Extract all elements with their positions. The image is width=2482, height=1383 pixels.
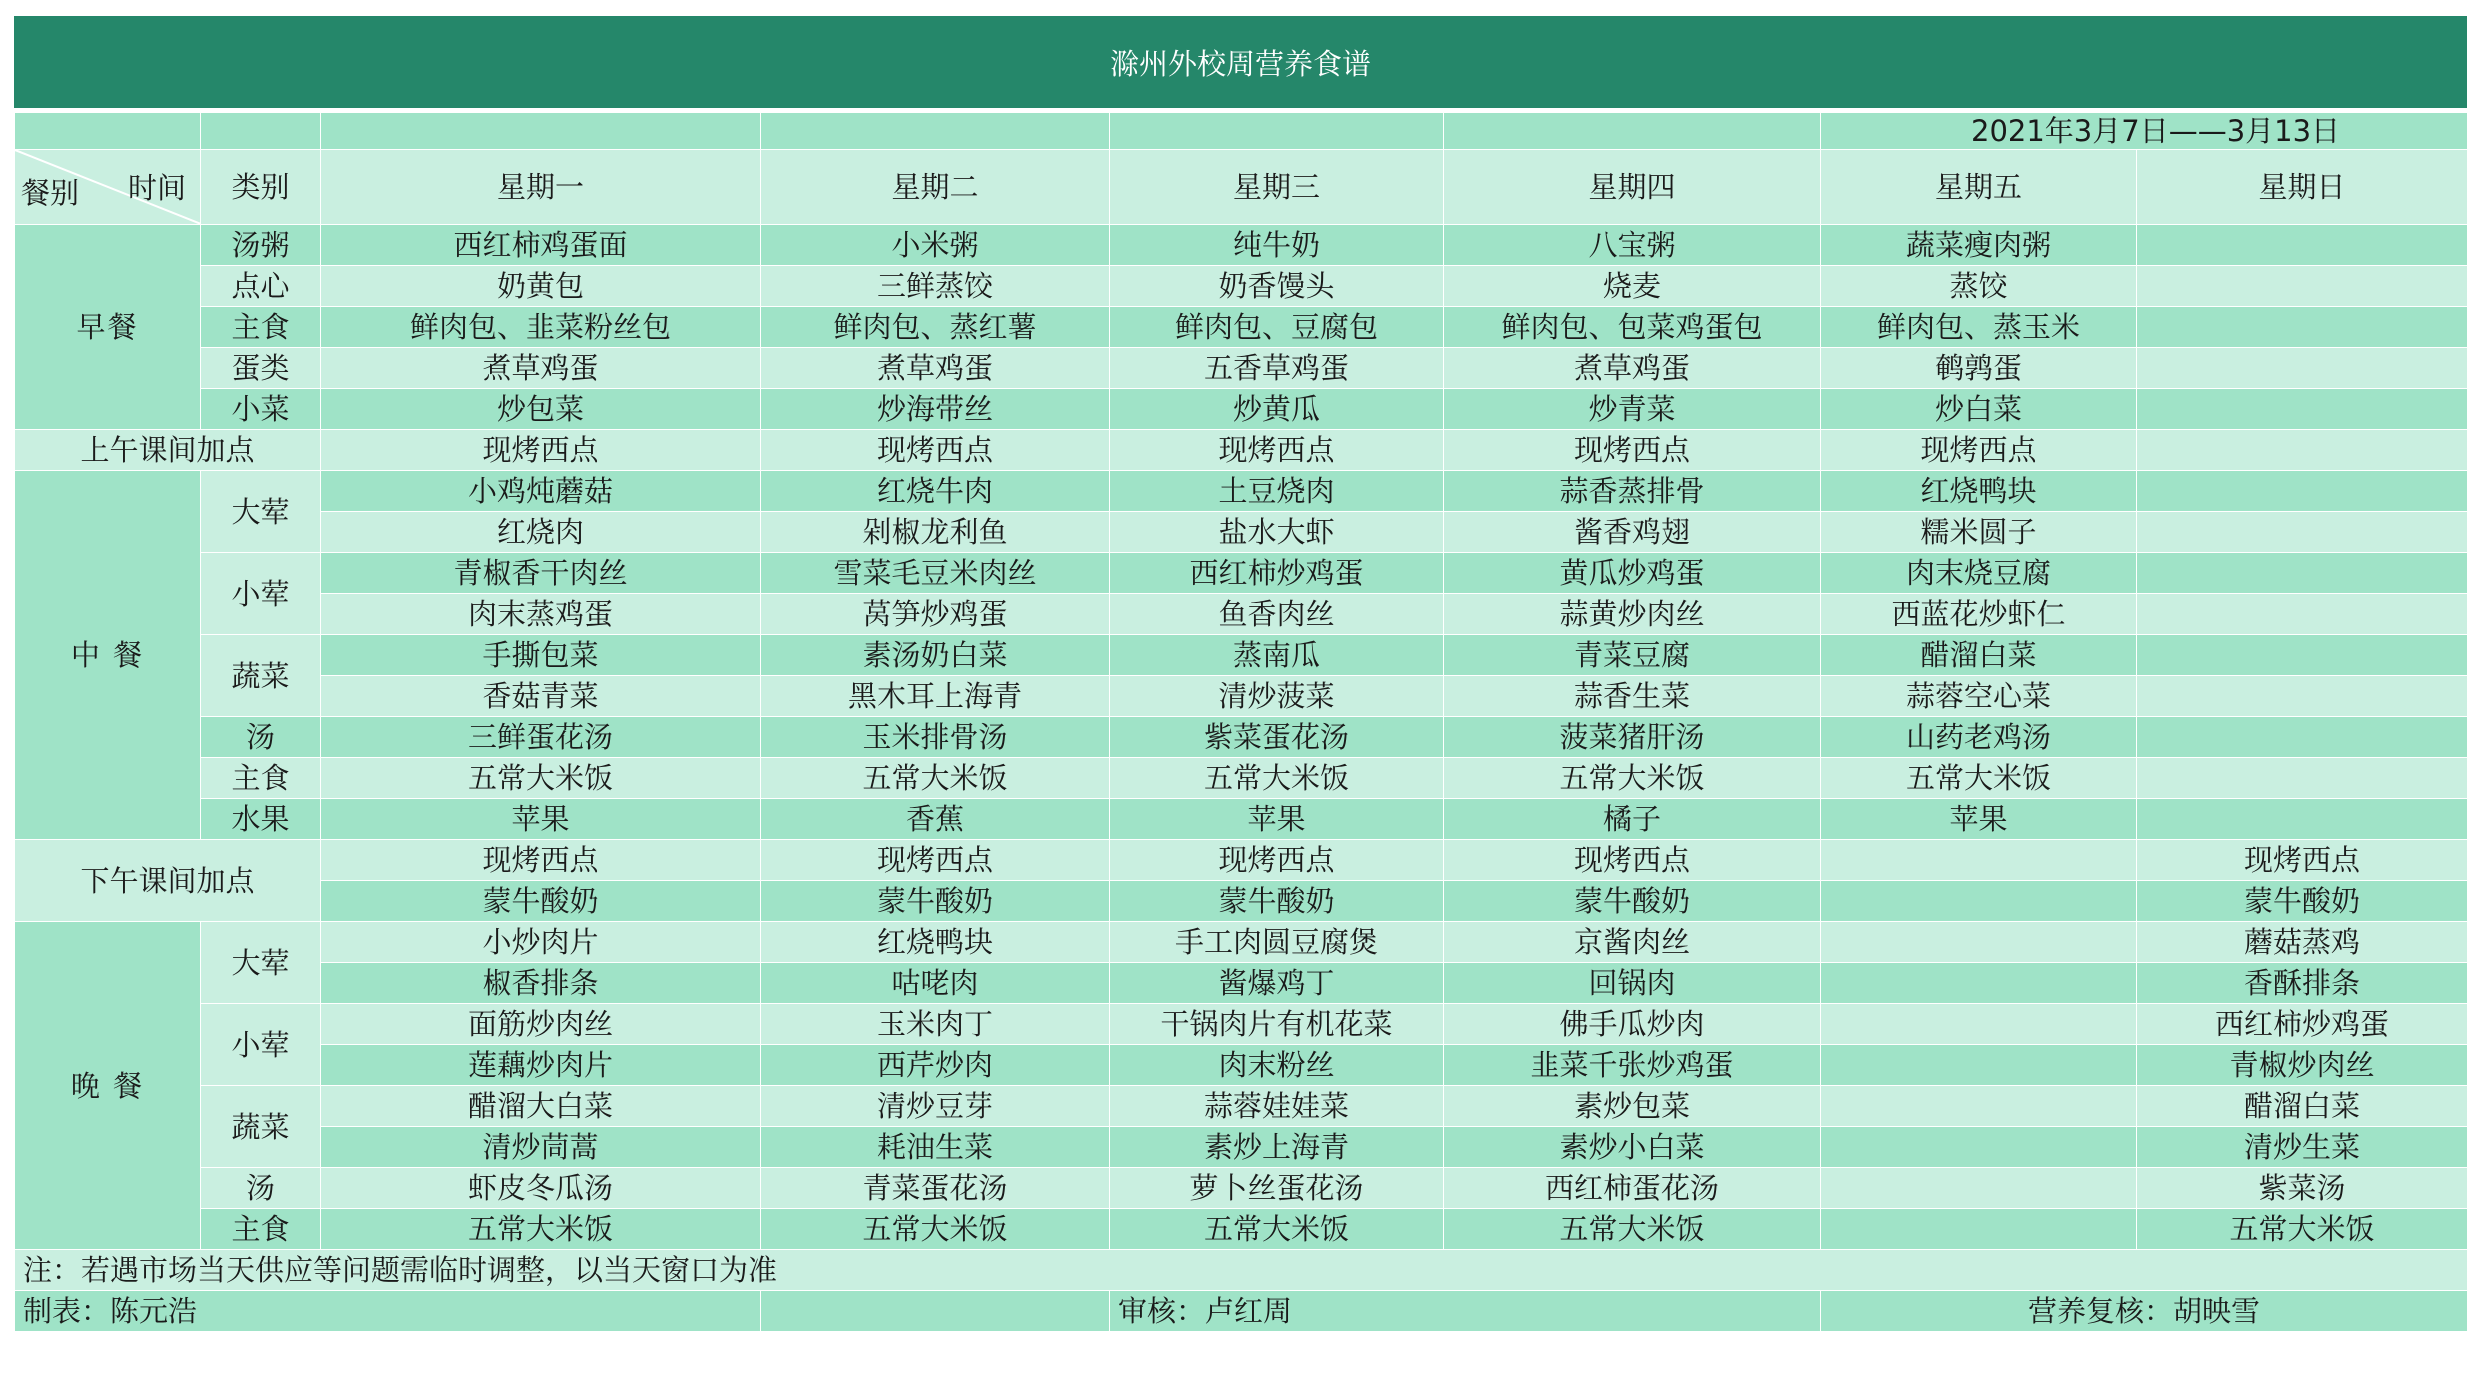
menu-cell: 虾皮冬瓜汤 (321, 1168, 761, 1209)
table-row (15, 1127, 2468, 1168)
menu-cell: 五常大米饭 (1110, 1209, 1444, 1250)
table-row (15, 1250, 2468, 1291)
category-cell: 汤 (201, 1168, 321, 1209)
menu-cell: 清炒菠菜 (1110, 676, 1444, 717)
menu-cell: 苹果 (1821, 799, 2137, 840)
menu-cell: 红烧鸭块 (761, 922, 1110, 963)
menu-cell: 蒜香生菜 (1444, 676, 1821, 717)
menu-cell: 素汤奶白菜 (761, 635, 1110, 676)
menu-cell (2137, 717, 2468, 758)
table-row (15, 348, 2468, 389)
menu-cell (1821, 1209, 2137, 1250)
menu-cell: 五常大米饭 (321, 1209, 761, 1250)
menu-cell: 三鲜蛋花汤 (321, 717, 761, 758)
menu-cell: 三鲜蒸饺 (761, 266, 1110, 307)
menu-cell: 煮草鸡蛋 (321, 348, 761, 389)
table-row (15, 1209, 2468, 1250)
menu-cell (2137, 389, 2468, 430)
meal-morning-snack: 上午课间加点 (15, 430, 321, 471)
menu-cell: 蒙牛酸奶 (2137, 881, 2468, 922)
menu-cell (2137, 512, 2468, 553)
menu-cell: 蘑菇蒸鸡 (2137, 922, 2468, 963)
menu-cell: 莴笋炒鸡蛋 (761, 594, 1110, 635)
menu-cell (2137, 676, 2468, 717)
menu-cell: 清炒豆芽 (761, 1086, 1110, 1127)
menu-cell: 五常大米饭 (321, 758, 761, 799)
menu-cell: 玉米肉丁 (761, 1004, 1110, 1045)
menu-cell: 小炒肉片 (321, 922, 761, 963)
menu-cell: 五常大米饭 (1110, 758, 1444, 799)
menu-cell: 八宝粥 (1444, 225, 1821, 266)
menu-cell: 醋溜白菜 (1821, 635, 2137, 676)
table-row (15, 676, 2468, 717)
meal-label: 餐别 (21, 176, 80, 210)
table-row (15, 594, 2468, 635)
menu-cell: 红烧牛肉 (761, 471, 1110, 512)
menu-cell: 醋溜白菜 (2137, 1086, 2468, 1127)
menu-cell: 五常大米饭 (761, 1209, 1110, 1250)
table-row (15, 553, 2468, 594)
menu-cell: 肉末蒸鸡蛋 (321, 594, 761, 635)
menu-cell: 煮草鸡蛋 (1444, 348, 1821, 389)
menu-cell (1821, 963, 2137, 1004)
menu-cell: 手撕包菜 (321, 635, 761, 676)
category-cell: 小荤 (201, 1004, 321, 1086)
menu-cell: 雪菜毛豆米肉丝 (761, 553, 1110, 594)
table-row (15, 1086, 2468, 1127)
category-cell: 水果 (201, 799, 321, 840)
menu-cell: 青菜豆腐 (1444, 635, 1821, 676)
menu-cell: 萝卜丝蛋花汤 (1110, 1168, 1444, 1209)
menu-cell: 五香草鸡蛋 (1110, 348, 1444, 389)
menu-cell: 鲜肉包、韭菜粉丝包 (321, 307, 761, 348)
menu-cell: 山药老鸡汤 (1821, 717, 2137, 758)
category-cell: 主食 (201, 307, 321, 348)
nutrition-review: 营养复核：胡映雪 (1821, 1291, 2468, 1332)
menu-sheet (14, 16, 2467, 1332)
menu-cell: 苹果 (321, 799, 761, 840)
category-cell: 大荤 (201, 922, 321, 1004)
menu-cell (2137, 307, 2468, 348)
menu-cell (1821, 922, 2137, 963)
category-cell: 点心 (201, 266, 321, 307)
table-row (15, 881, 2468, 922)
menu-cell (1821, 881, 2137, 922)
category-cell: 小菜 (201, 389, 321, 430)
day-header: 星期三 (1110, 150, 1444, 225)
day-header: 星期日 (2137, 150, 2468, 225)
menu-cell: 西芹炒肉 (761, 1045, 1110, 1086)
menu-cell: 菠菜猪肝汤 (1444, 717, 1821, 758)
menu-cell: 西红柿鸡蛋面 (321, 225, 761, 266)
menu-cell: 京酱肉丝 (1444, 922, 1821, 963)
table-row (15, 1004, 2468, 1045)
menu-cell: 黑木耳上海青 (761, 676, 1110, 717)
menu-cell: 佛手瓜炒肉 (1444, 1004, 1821, 1045)
menu-cell: 手工肉圆豆腐煲 (1110, 922, 1444, 963)
table-row (15, 963, 2468, 1004)
category-cell: 蔬菜 (201, 635, 321, 717)
menu-cell: 小鸡炖蘑菇 (321, 471, 761, 512)
menu-cell (1821, 1127, 2137, 1168)
menu-cell: 现烤西点 (1110, 430, 1444, 471)
menu-cell (2137, 594, 2468, 635)
menu-cell: 蒜蓉娃娃菜 (1110, 1086, 1444, 1127)
menu-cell: 现烤西点 (1444, 430, 1821, 471)
category-cell: 蛋类 (201, 348, 321, 389)
table-row (15, 512, 2468, 553)
menu-cell: 鹌鹑蛋 (1821, 348, 2137, 389)
menu-cell: 现烤西点 (2137, 840, 2468, 881)
category-cell: 主食 (201, 758, 321, 799)
menu-cell: 蒜蓉空心菜 (1821, 676, 2137, 717)
menu-cell: 蒸南瓜 (1110, 635, 1444, 676)
menu-cell: 青菜蛋花汤 (761, 1168, 1110, 1209)
menu-cell: 现烤西点 (1821, 430, 2137, 471)
menu-cell: 五常大米饭 (2137, 1209, 2468, 1250)
category-cell: 大荤 (201, 471, 321, 553)
menu-cell: 青椒香干肉丝 (321, 553, 761, 594)
page-title: 滁州外校周营养食谱 (14, 16, 2467, 108)
menu-cell: 蒜香蒸排骨 (1444, 471, 1821, 512)
menu-cell: 蔬菜瘦肉粥 (1821, 225, 2137, 266)
table-row (15, 307, 2468, 348)
menu-cell: 紫菜汤 (2137, 1168, 2468, 1209)
menu-cell: 小米粥 (761, 225, 1110, 266)
menu-cell: 红烧肉 (321, 512, 761, 553)
menu-cell (2137, 635, 2468, 676)
menu-cell (2137, 471, 2468, 512)
menu-cell: 现烤西点 (321, 840, 761, 881)
menu-cell: 咕咾肉 (761, 963, 1110, 1004)
menu-cell: 素炒上海青 (1110, 1127, 1444, 1168)
menu-cell: 香酥排条 (2137, 963, 2468, 1004)
menu-cell: 鲜肉包、包菜鸡蛋包 (1444, 307, 1821, 348)
menu-cell: 椒香排条 (321, 963, 761, 1004)
menu-cell (1821, 840, 2137, 881)
menu-cell (2137, 758, 2468, 799)
day-header: 星期一 (321, 150, 761, 225)
menu-cell: 青椒炒肉丝 (2137, 1045, 2468, 1086)
menu-cell: 素炒包菜 (1444, 1086, 1821, 1127)
menu-cell: 烧麦 (1444, 266, 1821, 307)
menu-cell: 醋溜大白菜 (321, 1086, 761, 1127)
table-row (15, 471, 2468, 512)
menu-cell: 奶黄包 (321, 266, 761, 307)
menu-cell: 西红柿炒鸡蛋 (1110, 553, 1444, 594)
menu-cell: 橘子 (1444, 799, 1821, 840)
table-row (15, 430, 2468, 471)
menu-cell: 苹果 (1110, 799, 1444, 840)
table-row (15, 1168, 2468, 1209)
menu-cell: 蒙牛酸奶 (1110, 881, 1444, 922)
menu-cell: 莲藕炒肉片 (321, 1045, 761, 1086)
menu-cell: 现烤西点 (761, 430, 1110, 471)
menu-cell: 炒青菜 (1444, 389, 1821, 430)
menu-cell: 蒸饺 (1821, 266, 2137, 307)
menu-cell: 现烤西点 (1444, 840, 1821, 881)
table-row (15, 635, 2468, 676)
menu-cell (2137, 348, 2468, 389)
menu-cell: 西红柿炒鸡蛋 (2137, 1004, 2468, 1045)
date-range: 2021年3月7日——3月13日 (1821, 113, 2468, 150)
menu-cell: 肉末粉丝 (1110, 1045, 1444, 1086)
category-label: 类别 (201, 150, 321, 225)
made-by: 制表：陈元浩 (15, 1291, 761, 1332)
menu-cell (1821, 1168, 2137, 1209)
menu-cell: 炒黄瓜 (1110, 389, 1444, 430)
day-header: 星期四 (1444, 150, 1821, 225)
category-cell: 汤 (201, 717, 321, 758)
menu-cell (2137, 266, 2468, 307)
table-row (15, 840, 2468, 881)
menu-cell (2137, 430, 2468, 471)
menu-cell: 蒙牛酸奶 (761, 881, 1110, 922)
menu-cell (2137, 553, 2468, 594)
menu-cell: 清炒茼蒿 (321, 1127, 761, 1168)
meal-afternoon-snack: 下午课间加点 (15, 840, 321, 922)
day-header: 星期五 (1821, 150, 2137, 225)
note-text: 注：若遇市场当天供应等问题需临时调整，以当天窗口为准 (15, 1250, 2468, 1291)
menu-cell: 五常大米饭 (761, 758, 1110, 799)
menu-cell: 剁椒龙利鱼 (761, 512, 1110, 553)
menu-cell: 黄瓜炒鸡蛋 (1444, 553, 1821, 594)
menu-cell: 鲜肉包、豆腐包 (1110, 307, 1444, 348)
menu-cell (1821, 1045, 2137, 1086)
menu-cell: 香蕉 (761, 799, 1110, 840)
menu-cell: 炒白菜 (1821, 389, 2137, 430)
menu-cell: 糯米圆子 (1821, 512, 2137, 553)
menu-cell (1821, 1086, 2137, 1127)
menu-cell: 奶香馒头 (1110, 266, 1444, 307)
menu-cell: 蒙牛酸奶 (321, 881, 761, 922)
header-corner (15, 150, 201, 225)
time-label: 时间 (127, 171, 186, 205)
menu-cell: 炒包菜 (321, 389, 761, 430)
table-row (15, 389, 2468, 430)
category-cell: 汤粥 (201, 225, 321, 266)
table-row (15, 1045, 2468, 1086)
menu-cell: 紫菜蛋花汤 (1110, 717, 1444, 758)
table-row (15, 758, 2468, 799)
meal-lunch: 中 餐 (15, 471, 201, 840)
day-header: 星期二 (761, 150, 1110, 225)
menu-cell (2137, 799, 2468, 840)
menu-table (14, 112, 2468, 1332)
menu-cell: 玉米排骨汤 (761, 717, 1110, 758)
table-row (15, 225, 2468, 266)
menu-cell: 蒙牛酸奶 (1444, 881, 1821, 922)
reviewed-by: 审核：卢红周 (1110, 1291, 1821, 1332)
meal-dinner: 晚 餐 (15, 922, 201, 1250)
menu-cell: 鲜肉包、蒸玉米 (1821, 307, 2137, 348)
table-row (15, 266, 2468, 307)
menu-cell: 酱爆鸡丁 (1110, 963, 1444, 1004)
menu-cell: 素炒小白菜 (1444, 1127, 1821, 1168)
menu-cell: 五常大米饭 (1821, 758, 2137, 799)
menu-cell: 西红柿蛋花汤 (1444, 1168, 1821, 1209)
menu-cell: 耗油生菜 (761, 1127, 1110, 1168)
menu-cell: 纯牛奶 (1110, 225, 1444, 266)
menu-cell: 现烤西点 (1110, 840, 1444, 881)
table-row (15, 717, 2468, 758)
menu-cell: 盐水大虾 (1110, 512, 1444, 553)
menu-cell: 清炒生菜 (2137, 1127, 2468, 1168)
category-cell: 蔬菜 (201, 1086, 321, 1168)
menu-cell: 鱼香肉丝 (1110, 594, 1444, 635)
menu-cell: 煮草鸡蛋 (761, 348, 1110, 389)
category-cell: 主食 (201, 1209, 321, 1250)
menu-cell: 红烧鸭块 (1821, 471, 2137, 512)
menu-cell: 香菇青菜 (321, 676, 761, 717)
menu-cell: 现烤西点 (321, 430, 761, 471)
menu-cell: 肉末烧豆腐 (1821, 553, 2137, 594)
menu-cell: 面筋炒肉丝 (321, 1004, 761, 1045)
menu-cell: 炒海带丝 (761, 389, 1110, 430)
menu-cell: 酱香鸡翅 (1444, 512, 1821, 553)
meal-breakfast: 早餐 (15, 225, 201, 430)
menu-cell (1821, 1004, 2137, 1045)
menu-cell: 五常大米饭 (1444, 1209, 1821, 1250)
table-row (15, 922, 2468, 963)
menu-cell: 韭菜千张炒鸡蛋 (1444, 1045, 1821, 1086)
menu-cell: 鲜肉包、蒸红薯 (761, 307, 1110, 348)
menu-cell: 土豆烧肉 (1110, 471, 1444, 512)
menu-cell: 蒜黄炒肉丝 (1444, 594, 1821, 635)
menu-cell (2137, 225, 2468, 266)
category-cell: 小荤 (201, 553, 321, 635)
menu-cell: 现烤西点 (761, 840, 1110, 881)
footer-spacer (761, 1291, 1110, 1332)
footer-row (15, 1291, 2468, 1332)
menu-cell: 干锅肉片有机花菜 (1110, 1004, 1444, 1045)
menu-cell: 回锅肉 (1444, 963, 1821, 1004)
menu-cell: 西蓝花炒虾仁 (1821, 594, 2137, 635)
menu-cell: 五常大米饭 (1444, 758, 1821, 799)
table-row (15, 799, 2468, 840)
